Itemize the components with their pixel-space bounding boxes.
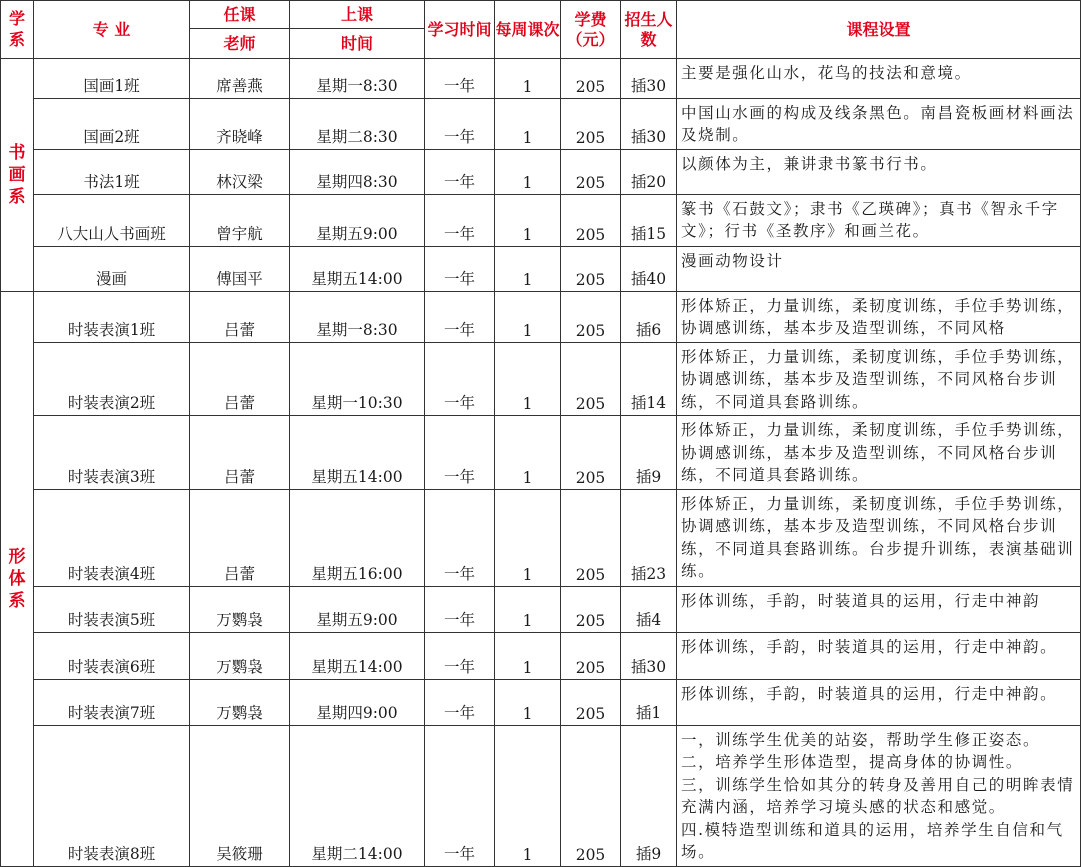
time-cell: 星期二14:00 [290,725,425,866]
curriculum-line: 三，训练学生恰如其分的转身及善用自己的明眸表情充满内涵，培养学习境头感的状态和感觉。 [681,775,1075,817]
curriculum-line: 形体矫正，力量训练，柔韧度训练，手位手势训练，协调感训练，基本步及造型训练，不同风格台步训练，不同道具套路训练。 [681,421,1075,485]
enroll-cell: 插23 [621,489,677,586]
curriculum-cell [677,99,1081,150]
time-cell: 星期五14:00 [290,246,425,291]
header-teacher-top: 任课 [190,1,290,29]
duration-cell: 一年 [425,99,495,150]
table-row [1,632,1081,679]
duration-cell: 一年 [425,59,495,99]
enroll-cell: 插30 [621,99,677,150]
enroll-cell: 插14 [621,342,677,415]
teacher-cell: 万鹦袅 [190,632,290,679]
enroll-cell: 插30 [621,59,677,99]
teacher-cell: 林汉梁 [190,149,290,194]
major-cell: 书法1班 [34,149,190,194]
teacher-cell: 吕蕾 [190,342,290,415]
fee-cell: 205 [561,59,621,99]
enroll-cell: 插30 [621,632,677,679]
curriculum-cell [677,586,1081,632]
curriculum-line: 二，培养学生形体造型，提高身体的协调性。 [681,753,1024,772]
duration-cell: 一年 [425,149,495,194]
curriculum-line: 形体矫正，力量训练，柔韧度训练，手位手势训练，协调感训练，基本步及造型训练，不同风格台步训练，不同道具套路训练。台步提升训练，表演基础训练。 [681,494,1075,581]
teacher-cell: 吕蕾 [190,489,290,586]
teacher-cell: 齐晓峰 [190,99,290,150]
duration-cell: 一年 [425,194,495,246]
teacher-cell: 万鹦袅 [190,679,290,725]
weekly-cell: 1 [495,99,561,150]
major-cell: 国画2班 [34,99,190,150]
time-cell: 星期五14:00 [290,416,425,489]
curriculum-cell [677,489,1081,586]
time-cell: 星期四9:00 [290,679,425,725]
teacher-cell: 万鹦袅 [190,586,290,632]
duration-cell: 一年 [425,489,495,586]
curriculum-line: 形体训练，手韵，时装道具的运用，行走中神韵。 [681,684,1058,703]
weekly-cell: 1 [495,586,561,632]
curriculum-cell [677,149,1081,194]
weekly-cell: 1 [495,149,561,194]
major-cell: 漫画 [34,246,190,291]
teacher-cell: 傅国平 [190,246,290,291]
curriculum-line: 形体矫正，力量训练，柔韧度训练，手位手势训练，协调感训练，基本步及造型训练，不同风格台步训练，不同道具套路训练。 [681,347,1075,411]
duration-cell: 一年 [425,725,495,866]
time-cell: 星期一10:30 [290,342,425,415]
major-cell: 时装表演8班 [34,725,190,866]
curriculum-cell [677,246,1081,291]
time-cell: 星期二8:30 [290,99,425,150]
duration-cell: 一年 [425,291,495,342]
enroll-cell: 插4 [621,586,677,632]
table-row [1,99,1081,150]
curriculum-line: 漫画动物设计 [681,251,784,270]
curriculum-cell [677,416,1081,489]
header-time-bottom: 时间 [290,29,425,59]
fee-cell: 205 [561,149,621,194]
duration-cell: 一年 [425,342,495,415]
fee-cell: 205 [561,632,621,679]
fee-cell: 205 [561,679,621,725]
weekly-cell: 1 [495,725,561,866]
header-fee: 学费（元） [561,1,621,59]
table-row [1,59,1081,99]
table-row [1,489,1081,586]
curriculum-cell [677,632,1081,679]
fee-cell: 205 [561,99,621,150]
major-cell: 时装表演7班 [34,679,190,725]
fee-cell: 205 [561,194,621,246]
duration-cell: 一年 [425,416,495,489]
fee-cell: 205 [561,586,621,632]
table-row [1,194,1081,246]
curriculum-line: 四.模特造型训练和道具的运用，培养学生自信和气场。 [681,820,1064,862]
teacher-cell: 曾宇航 [190,194,290,246]
time-cell: 星期一8:30 [290,59,425,99]
enroll-cell: 插20 [621,149,677,194]
weekly-cell: 1 [495,679,561,725]
table-row [1,342,1081,415]
time-cell: 星期五9:00 [290,586,425,632]
weekly-cell: 1 [495,59,561,99]
enroll-cell: 插9 [621,725,677,866]
curriculum-cell [677,725,1081,866]
enroll-cell: 插40 [621,246,677,291]
header-major: 专 业 [34,1,190,59]
duration-cell: 一年 [425,246,495,291]
time-cell: 星期五9:00 [290,194,425,246]
weekly-cell: 1 [495,291,561,342]
table-row [1,416,1081,489]
header-dept: 学系 [1,1,34,59]
weekly-cell: 1 [495,246,561,291]
fee-cell: 205 [561,416,621,489]
header-enroll: 招生人数 [621,1,677,59]
time-cell: 星期五16:00 [290,489,425,586]
time-cell: 星期五14:00 [290,632,425,679]
duration-cell: 一年 [425,632,495,679]
weekly-cell: 1 [495,194,561,246]
weekly-cell: 1 [495,489,561,586]
curriculum-line: 形体训练，手韵，时装道具的运用，行走中神韵 [681,591,1041,610]
teacher-cell: 席善燕 [190,59,290,99]
curriculum-cell [677,59,1081,99]
header-duration: 学习时间 [425,1,495,59]
weekly-cell: 1 [495,342,561,415]
duration-cell: 一年 [425,586,495,632]
fee-cell: 205 [561,291,621,342]
curriculum-line: 主要是强化山水，花鸟的技法和意境。 [681,64,972,82]
table-body [1,59,1081,867]
table-row [1,246,1081,291]
curriculum-line: 一，训练学生优美的站姿，帮助学生修正姿态。 [681,730,1041,749]
major-cell: 时装表演1班 [34,291,190,342]
curriculum-cell [677,679,1081,725]
fee-cell: 205 [561,489,621,586]
curriculum-line: 以颜体为主，兼讲隶书篆书行书。 [681,154,938,173]
major-cell: 时装表演4班 [34,489,190,586]
enroll-cell: 插6 [621,291,677,342]
curriculum-line: 形体矫正，力量训练，柔韧度训练，手位手势训练，协调感训练，基本步及造型训练，不同风格 [681,296,1075,338]
table-row [1,725,1081,866]
enroll-cell: 插1 [621,679,677,725]
major-cell: 时装表演5班 [34,586,190,632]
teacher-cell: 吕蕾 [190,291,290,342]
header-time-top: 上课 [290,1,425,29]
weekly-cell: 1 [495,632,561,679]
dept-cell: 书画系 [1,59,34,292]
major-cell: 时装表演6班 [34,632,190,679]
time-cell: 星期四8:30 [290,149,425,194]
fee-cell: 205 [561,246,621,291]
weekly-cell: 1 [495,416,561,489]
major-cell: 时装表演2班 [34,342,190,415]
teacher-cell: 吕蕾 [190,416,290,489]
curriculum-cell [677,342,1081,415]
major-cell: 国画1班 [34,59,190,99]
fee-cell: 205 [561,342,621,415]
time-cell: 星期一8:30 [290,291,425,342]
teacher-cell: 吴筱珊 [190,725,290,866]
curriculum-cell [677,194,1081,246]
curriculum-line: 篆书《石鼓文》；隶书《乙瑛碑》；真书《智永千字文》；行书《圣教序》和画兰花。 [681,199,1059,241]
header-weekly: 每周课次 [495,1,561,59]
major-cell: 时装表演3班 [34,416,190,489]
curriculum-line: 形体训练，手韵，时装道具的运用，行走中神韵。 [681,637,1058,656]
table-row [1,679,1081,725]
table-row [1,291,1081,342]
header-teacher-bottom: 老师 [190,29,290,59]
enroll-cell: 插15 [621,194,677,246]
fee-cell: 205 [561,725,621,866]
table-row [1,586,1081,632]
header-curriculum: 课程设置 [677,1,1081,59]
curriculum-cell [677,291,1081,342]
enroll-cell: 插9 [621,416,677,489]
dept-cell: 形体系 [1,291,34,866]
duration-cell: 一年 [425,679,495,725]
major-cell: 八大山人书画班 [34,194,190,246]
table-row [1,149,1081,194]
curriculum-line: 中国山水画的构成及线条黑色。南昌瓷板画材料画法及烧制。 [681,104,1075,145]
